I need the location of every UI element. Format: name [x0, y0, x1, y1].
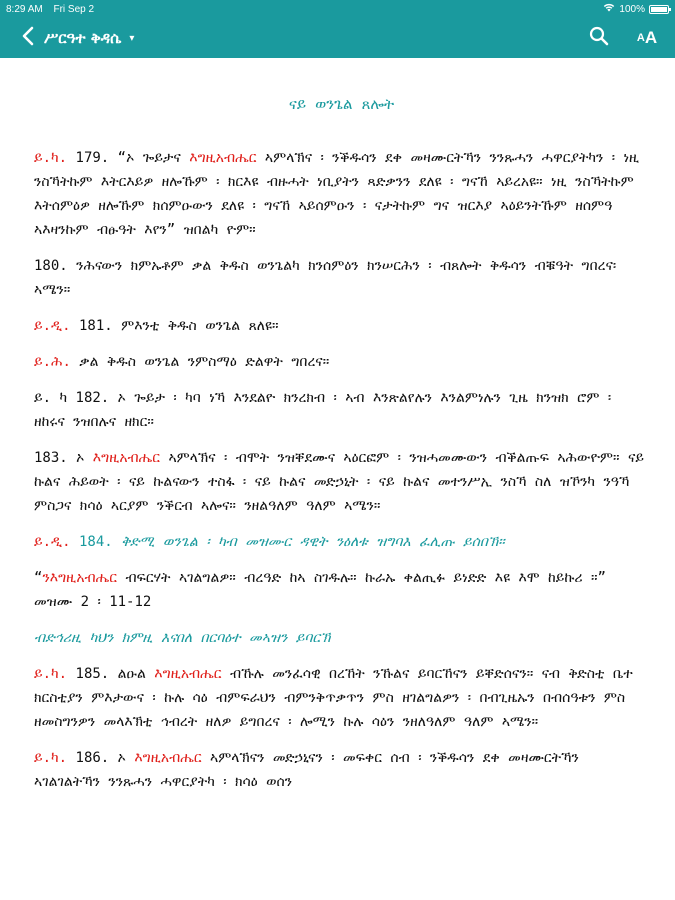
- paragraph-text: ኣምላኽና ፡ ብሞት ንዝቐደሙና ኣዕርፎም ፡ ንዝሓመሙውን ብቕልጡፍ ኣሕውዮም። ናይ ኩልና ሕይወት ፡ ናይ ኩልናውን ተስፋ ፡ ናይ ኩልና መድኃኒት ፡ ናይ ኩልና መተንሥኢ ንስኻ ስለ ዝኾንካ ንዓኻ ምስጋና ክሳዕ ኣርያም ንቕርብ ኣሎና። ንዘልዓለም ዓለም ኣሜን።: [34, 450, 645, 514]
- paragraph-text: ቃል ቅዱስ ወንጌል ንምስማዕ ድልዋት ግበረና።: [70, 354, 330, 370]
- divine-name: እግዚአብሔር: [154, 666, 222, 682]
- section-heading: ናይ ወንጌል ጸሎት: [288, 95, 395, 113]
- psalm-quote: [34, 566, 649, 614]
- quote-mark: “: [34, 570, 43, 586]
- caret-down-icon: ▾: [129, 32, 135, 44]
- speaker-label: ይ.ዲ.: [34, 534, 71, 550]
- text-size-button[interactable]: [627, 18, 667, 58]
- status-right: [603, 3, 669, 15]
- search-icon: [589, 26, 609, 50]
- paragraph-text: ብኹሉ መንፈሳዊ በረኸት ንኹልና ይባርኸናን ይቐድሰናን። ናብ ቅድስቲ ቤተ ክርስቲያን ምእታውና ፡ ኩሉ ሳዕ ብምፍራህን ብምንቅጥቃጥን ምስ ዘገልግልዎን ፡ በብጊዜኡን በብሰዓቱን ምስ ዘመስግንዎን መላእኽቲ ኅብረት ዘለዎ ይግበረና ፡ ሎሚን ኩሉ ሳዕን ንዘለዓለም ዓለም ኣሜን።: [34, 666, 633, 730]
- rubric-text: ብድኅሪዚ ካህን ክምዚ እናበለ በርባዕተ መኣዝን ይባርኽ: [34, 630, 331, 646]
- text-size-small-icon: A: [636, 32, 645, 44]
- page-title: ሥርዓተ ቅዳሴ: [44, 29, 122, 47]
- title-dropdown[interactable]: [44, 29, 134, 47]
- status-date: Fri Sep 2: [53, 3, 95, 15]
- divine-name: ንእግዚአብሔር: [42, 570, 118, 586]
- text-size-big-icon: A: [644, 28, 658, 47]
- speaker-label: ይ.ዲ.: [34, 318, 71, 334]
- paragraph-text: 186. ኦ: [67, 750, 135, 766]
- speaker-label: ይ.ካ.: [34, 666, 68, 682]
- wifi-icon: [603, 3, 615, 15]
- paragraph-text: ኣምላኽና ፡ ንቕዱሳን ደቀ መዛሙርትኻን ንንጹሓን ሓዋርያትካን ፡ ነዚ ንስኻትኩም እትርእይዎ ዘሎኹም ፡ ክርእዩ ብዙሓት ነቢያትን ጻድቃንን ደለዩ ፡ ግናኸ ኣይረአዩ። ነዚ ንስኻትኩም እትሰምዕዎ ዘሎኹም ክሰምዑውን ደለዩ ፡ ግናኸ ኣይሰምዑን ፡ ናታትኩም ግና ዝርእያ ኣዕይንትኹም ዘሰምዓ ኣእዛንኩም ብፁዓት እየን” ዝበልካ ዮም።: [34, 150, 640, 238]
- paragraph-183: [34, 446, 649, 518]
- paragraph-text: 180. ንሕናውን ክምኡቶም ቃል ቅዱስ ወንጌልካ ክንሰምዕን ክንሠርሕን ፡ ብጸሎት ቅዱሳን ብቑዓት ግበረና፡ ኣሜን።: [34, 258, 617, 298]
- paragraph-186: [34, 746, 649, 794]
- paragraph-182: [34, 386, 649, 434]
- paragraph-184: [34, 530, 649, 554]
- paragraph-text: 181. ምእንቲ ቅዱስ ወንጌል ጸለዩ።: [70, 318, 279, 334]
- paragraph-text: 183. ኦ: [34, 450, 93, 466]
- speaker-label: ይ.ካ.: [34, 150, 68, 166]
- paragraph-text: 179. “ኦ ጐይታና: [67, 150, 190, 166]
- search-button[interactable]: [579, 18, 619, 58]
- paragraph-response: [34, 350, 649, 374]
- rubric-line: [34, 626, 649, 650]
- battery-icon: [649, 5, 669, 14]
- divine-name: እግዚአብሔር: [189, 150, 257, 166]
- paragraph-text: ብፍርሃት ኣገልግልዎ። ብረዓድ ከኣ ስገዱሉ። ኩራኡ ቀልጢፉ ይነድድ እዩ እሞ ከይኩሪ ።” መዝሙ 2 ፡ 11-12: [34, 570, 606, 610]
- reading-content[interactable]: [0, 58, 675, 900]
- rubric-text: ቅድሚ ወንጌል ፡ ካብ መዝሙር ዳዊት ንዕለቱ ዝግባእ ፈሊጡ ይሰበኽ።: [121, 534, 505, 550]
- speaker-label: ይ.ሕ.: [34, 354, 71, 370]
- back-button[interactable]: [12, 18, 44, 58]
- battery-percent: 100%: [619, 3, 645, 15]
- paragraph-text: 185. ልዑል: [67, 666, 155, 682]
- divine-name: እግዚአብሔር: [92, 450, 161, 466]
- paragraph-185: [34, 662, 649, 734]
- chevron-left-icon: [22, 26, 34, 50]
- status-time: 8:29 AM: [6, 3, 43, 15]
- status-left: [6, 4, 102, 15]
- toolbar: [0, 18, 675, 58]
- status-bar: [0, 0, 675, 18]
- speaker-label: ይ.ካ.: [34, 750, 68, 766]
- paragraph-181: [34, 314, 649, 338]
- paragraph-180: [34, 254, 649, 302]
- paragraph-179: [34, 146, 649, 242]
- paragraph-text: ይ. ካ 182. ኦ ጐይታ ፡ ካባ ነኻ እንደልዮ ክንረክብ ፡ ኣብ እንጽልየሉን እንልምነሉን ጊዜ ክንዝክ ሮም ፡ ዘከሩና ንዝበሉና ዘክር።: [34, 390, 612, 430]
- paragraph-number: 184.: [70, 534, 122, 550]
- paragraph-text: ኣምላኽናን መድኃኒናን ፡ መፍቀር ሰብ ፡ ንቕዱሳን ደቀ መዛሙርትኻን ኣገልገልትኻን ንንጹሓን ሓዋርያትካ ፡ ክሳዕ ወሰን: [34, 750, 579, 790]
- divine-name: እግዚአብሔር: [134, 750, 202, 766]
